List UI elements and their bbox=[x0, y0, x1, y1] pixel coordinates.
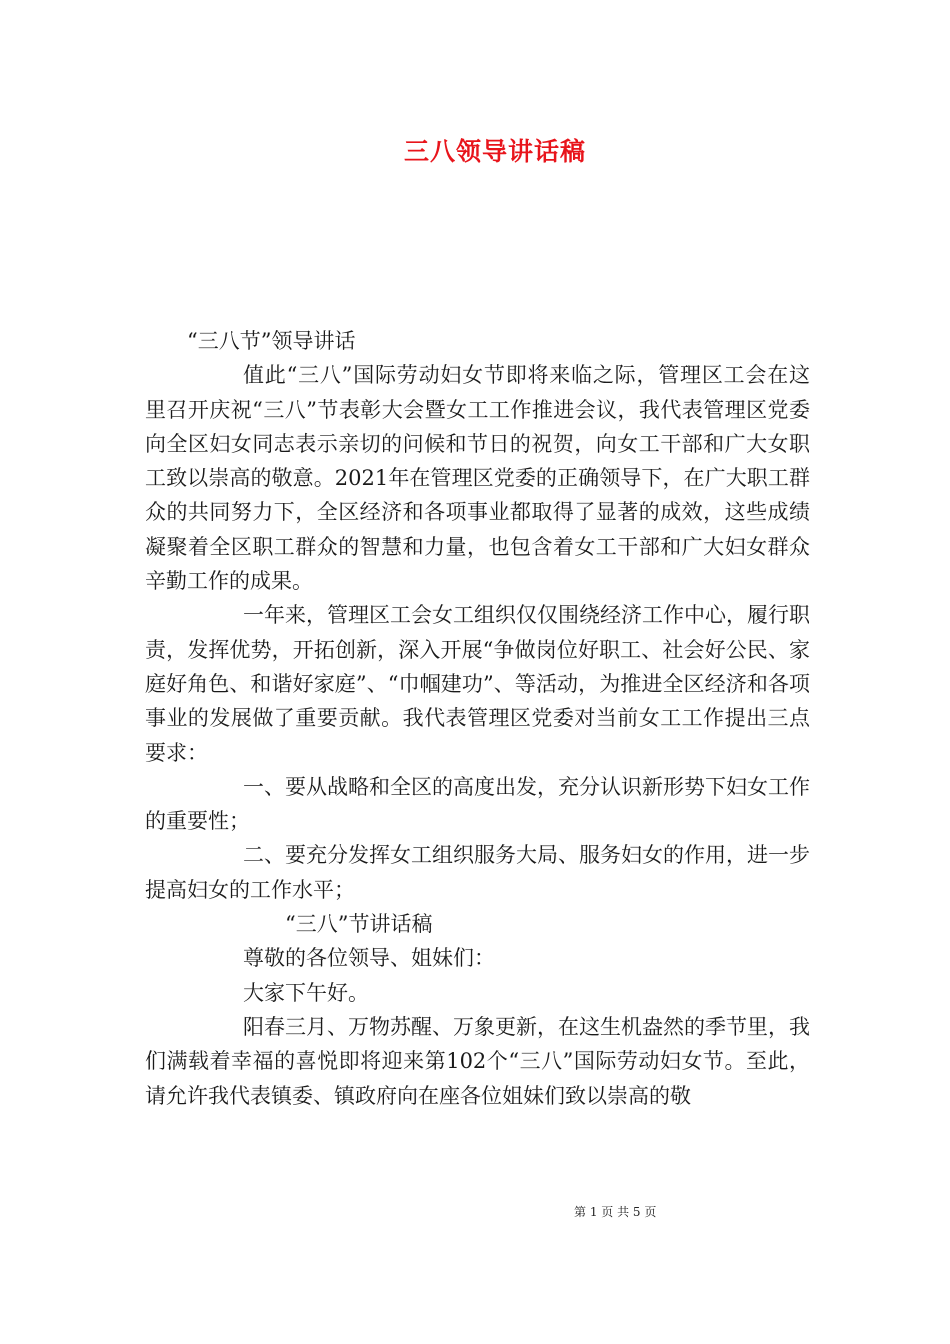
paragraph: 阳春三月、万物苏醒、万象更新，在这生机盎然的季节里，我们满载着幸福的喜悦即将迎来第102个“三八”国际劳动妇女节。至此，请允许我代表镇委、镇政府向在座各位姐妹们致以崇高的敬 bbox=[145, 1014, 810, 1108]
paragraph: 值此“三八”国际劳动妇女节即将来临之际，管理区工会在这里召开庆祝“三八”节表彰大会暨女工工作推进会议，我代表管理区党委向全区妇女同志表示亲切的问候和节日的祝贺，向女工干部和广大女职工致以崇高的敬意。2021年在管理区党委的正确领导下，在广大职工群众的共同努力下，全区经济和各项事业都取得了显著的成效，这些成绩凝聚着全区职工群众的智慧和力量，也包含着女工干部和广大妇女群众辛勤工作的成果。 bbox=[145, 363, 810, 594]
paragraph: 一、要从战略和全区的高度出发，充分认识新形势下妇女工作的重要性； bbox=[145, 774, 810, 834]
paragraph: 二、要充分发挥女工组织服务大局、服务妇女的作用，进一步提高妇女的工作水平； bbox=[145, 843, 810, 902]
paragraph-greeting: 大家下午好。 bbox=[243, 980, 369, 1005]
paragraph-subheading: “三八”节讲话稿 bbox=[285, 912, 433, 937]
paragraph: 一年来，管理区工会女工组织仅仅围绕经济工作中心，履行职责，发挥优势，开拓创新，深入开展“争做岗位好职工、社会好公民、家庭好角色、和谐好家庭”、“巾帼建功”、等活动，为推进全区经济和各项事业的发展做了重要贡献。我代表管理区党委对当前女工工作提出三点要求： bbox=[145, 603, 810, 765]
page-footer: 第 1 页 共 5 页 bbox=[574, 1205, 657, 1219]
document-body bbox=[145, 324, 810, 1113]
paragraph-heading: “三八节”领导讲话 bbox=[187, 329, 356, 353]
paragraph-salutation: 尊敬的各位领导、姐妹们： bbox=[243, 946, 495, 971]
document-title: 三八领导讲话稿 bbox=[403, 137, 586, 166]
